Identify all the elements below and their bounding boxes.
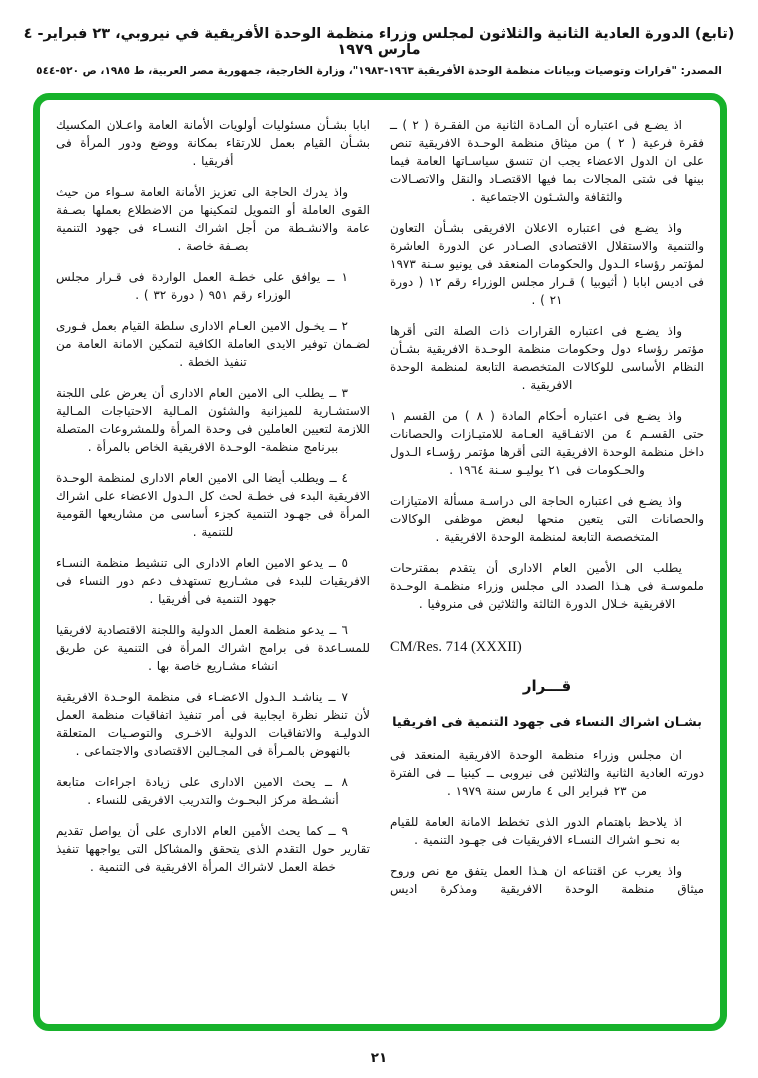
paragraph-considering-convention: واذ يضـع فى اعتباره أحكام المادة ( ٨ ) من القسم ١ حتى القسـم ٤ من الاتفـاقية العـامة للامتيـازات والحصانات داخل منظمة الوحدة الافريقية التى أقرها مؤتمر رؤسـاء الـدول والحـكومات فى ٢١ يوليـو سـنة ١٩٦٤ .	[390, 409, 705, 477]
list-item-1: ١ ــ يوافق على خطـة العمل الواردة فى قـرار مجلس الوزراء رقم ٩٥١ ( دورة ٣٢ ) .	[56, 270, 348, 302]
paragraph-considering-resolutions: واذ يضـع فى اعتباره القرارات ذات الصلة التى أقرها مؤتمر رؤساء دول وحكومات منظمة الوحـدة الافريقية بشـأن النظام الأساسى للوكالات المتخصصة التابعة لمنظمة الوحدة الافريقية .	[390, 324, 704, 392]
paragraph-considering-charter: اذ يضـع فى اعتباره أن المـادة الثانية من الفقـرة ( ٢ ) ــ فقرة فرعية ( ٢ ) من ميثاق منظمة الوحـدة الافريقية تنص على ان الدول الاعضاء يجب ان تنسق سياسـاتها العامة فيما بينها فى شتى المجالات بما فيها الاقتصـاد والنقل والاتصـالات والثقافة والشـئون الاجتماعية .	[390, 118, 704, 204]
list-item-2: ٢ ــ يخـول الامين العـام الادارى سلطة القيام بعمل فـورى لضـمان توفير الايدى العاملة الكافية لتمكين الامانة العامة من تنفيذ الخطة .	[56, 319, 370, 369]
session-title: (تابع) الدورة العادية الثانية والثلاثون لمجلس وزراء منظمة الوحدة الأفريقية في نيروبي، ٢٣ فبراير- ٤ مارس ١٩٧٩	[23, 26, 735, 58]
page-number: ٢١	[370, 1050, 388, 1066]
decision-heading: قـــرار	[522, 676, 572, 695]
two-column-layout	[40, 100, 720, 1024]
list-item-3: ٣ ــ يطلب الى الامين العام الادارى أن يعرض على اللجنة الاستشـارية للميزانية والشئون المـالية الاحتياجات المـالية اللازمة لتعيين العاملين فى وحدة المرأة وللمشروعات المتصلة ببرنامج منظمة- الوحـدة الافريقية الخاص بالمرأة .	[56, 386, 370, 454]
green-border-frame	[33, 93, 727, 1031]
paragraph-considering-declaration: واذ يضـع فى اعتباره الاعلان الافريقى بشـأن التعاون والتنمية والاستقلال الاقتصادى الصـادر عن الدورة العاشرة لمؤتمر رؤساء الـدول والحكومات المنعقد فى يونيو سـنة ١٩٧٣ فى اديس ابابا ( أثيوبيا ) قـرار مجلس الوزراء رقم ١٢ ( دورة ٢١ ) .	[390, 221, 704, 307]
paragraph-noting-role: اذ يلاحظ باهتمام الدور الذى تخطط الامانة العامة للقيام به نحـو اشراك النسـاء الافريقيات فى جهـود التنمية .	[390, 815, 682, 848]
paragraph-expressing-conviction: واذ يعرب عن اقتناعه ان هـذا العمل يتفق مع نص وروح ميثاق منظمة الوحدة الافريقية ومذكرة اديس	[390, 864, 704, 897]
column-left	[56, 116, 370, 1016]
list-item-9: ٩ ــ كما يحث الأمين العام الادارى على أن يواصل تقديم تقارير حول التقدم الذى يتحقق والمشاكل التى يواجهها تنفيذ خطة العمل لاشراك المرأة الافريقية فى التنمية .	[56, 824, 370, 874]
decision-subtitle: بشـان اشراك النساء فى جهود التنمية فى افريقيا	[392, 715, 702, 731]
paragraph-ababa-continuation: ابابا بشـأن مسئوليات أولويات الأمانة العامة واعـلان المكسيك بشـأن القيام بعمل للارتقاء بمكانة ووضع ودور المرأة فى أفريقيا .	[56, 118, 370, 168]
paragraph-aware-of-need: واذ يدرك الحاجة الى تعزيز الأمانة العامة سـواء من حيث القوى العاملة أو التمويل لتمكينها من الاضطلاع بعملها بصـفة عامة والانشـطة من أجل اشراك النسـاء فى جهود التنمية بصـفة خاصة .	[56, 185, 370, 253]
source-citation: المصدر: "قرارات وتوصيات وبيانات منظمة الوحدة الأفريقية ١٩٦٣-١٩٨٣"، وزارة الخارجية، جمهورية مصر العربية، ط ١٩٨٥، ص ٥٢٠-٥٤٤	[36, 65, 722, 77]
paragraph-council-session: ان مجلس وزراء منظمة الوحدة الافريقية المنعقد فى دورته العادية الثانية والثلاثين فى نيروبى ــ كينيا ــ فى الفترة من ٢٣ فبراير الى ٤ مارس سنة ١٩٧٩ .	[390, 748, 704, 799]
list-item-6: ٦ ــ يدعو منظمة العمل الدولية واللجنة الاقتصادية لافريقيا للمسـاعدة فى برامج اشراك المرأة فى التنمية عن طريق انشاء مشـاريع خاصة بها .	[56, 623, 370, 673]
paragraph-considering-privileges: واذ يضـع فى اعتباره الحاجة الى دراسـة مسألة الامتيازات والحصانات التى يتعين منحها لبعض موظفى الوكالات المتخصصة التابعة لمنظمة الوحدة الافريقية .	[390, 494, 704, 544]
resolution-reference: CM/Res. 714 (XXXII)	[390, 639, 522, 655]
paragraph-requests-proposals: يطلب الى الأمين العام الادارى أن يتقدم بمقترحات ملموسـة فى هـذا الصدد الى مجلس وزراء منظمـة الوحـدة الافريقية خـلال الدورة الثالثة والثلاثين فى منروفيا .	[390, 561, 704, 611]
document-header	[0, 26, 758, 77]
list-item-7: ٧ ــ يناشـد الـدول الاعضـاء فى منظمة الوحـدة الافريقية لأن تنظر نظرة ايجابية فى أمر تنفيذ اتفاقيات منظمة العمل الدوليـة والاتفاقيات الدولية الاخـرى والتوصـيات المتعلقة بالنهوض بالمـرأة فى المجـالين الاقتصادى والاجتماعى .	[56, 690, 370, 758]
list-item-8: ٨ ــ يحث الامين الادارى على زيادة اجراءات متابعة أنشـطة مركز البحـوث والتدريب الافريقى للنساء .	[56, 775, 348, 807]
list-item-4: ٤ ــ ويطلب أيضا الى الامين العام الادارى لمنظمة الوحـدة الافريقية البدء فى خطـة لحث كل الـدول الاعضاء على اشراك المرأة فى جهـود التنمية كجزء أساسى من مشاريعها القومية للتنمية .	[56, 471, 370, 539]
column-right	[390, 116, 704, 1016]
list-item-5: ٥ ــ يدعو الامين العام الادارى الى تنشيط منظمة النسـاء الافريقيات للبدء فى مشـاريع تستهدف دعم دور النساء فى جهود التنمية فى أفريقيا .	[56, 556, 370, 606]
